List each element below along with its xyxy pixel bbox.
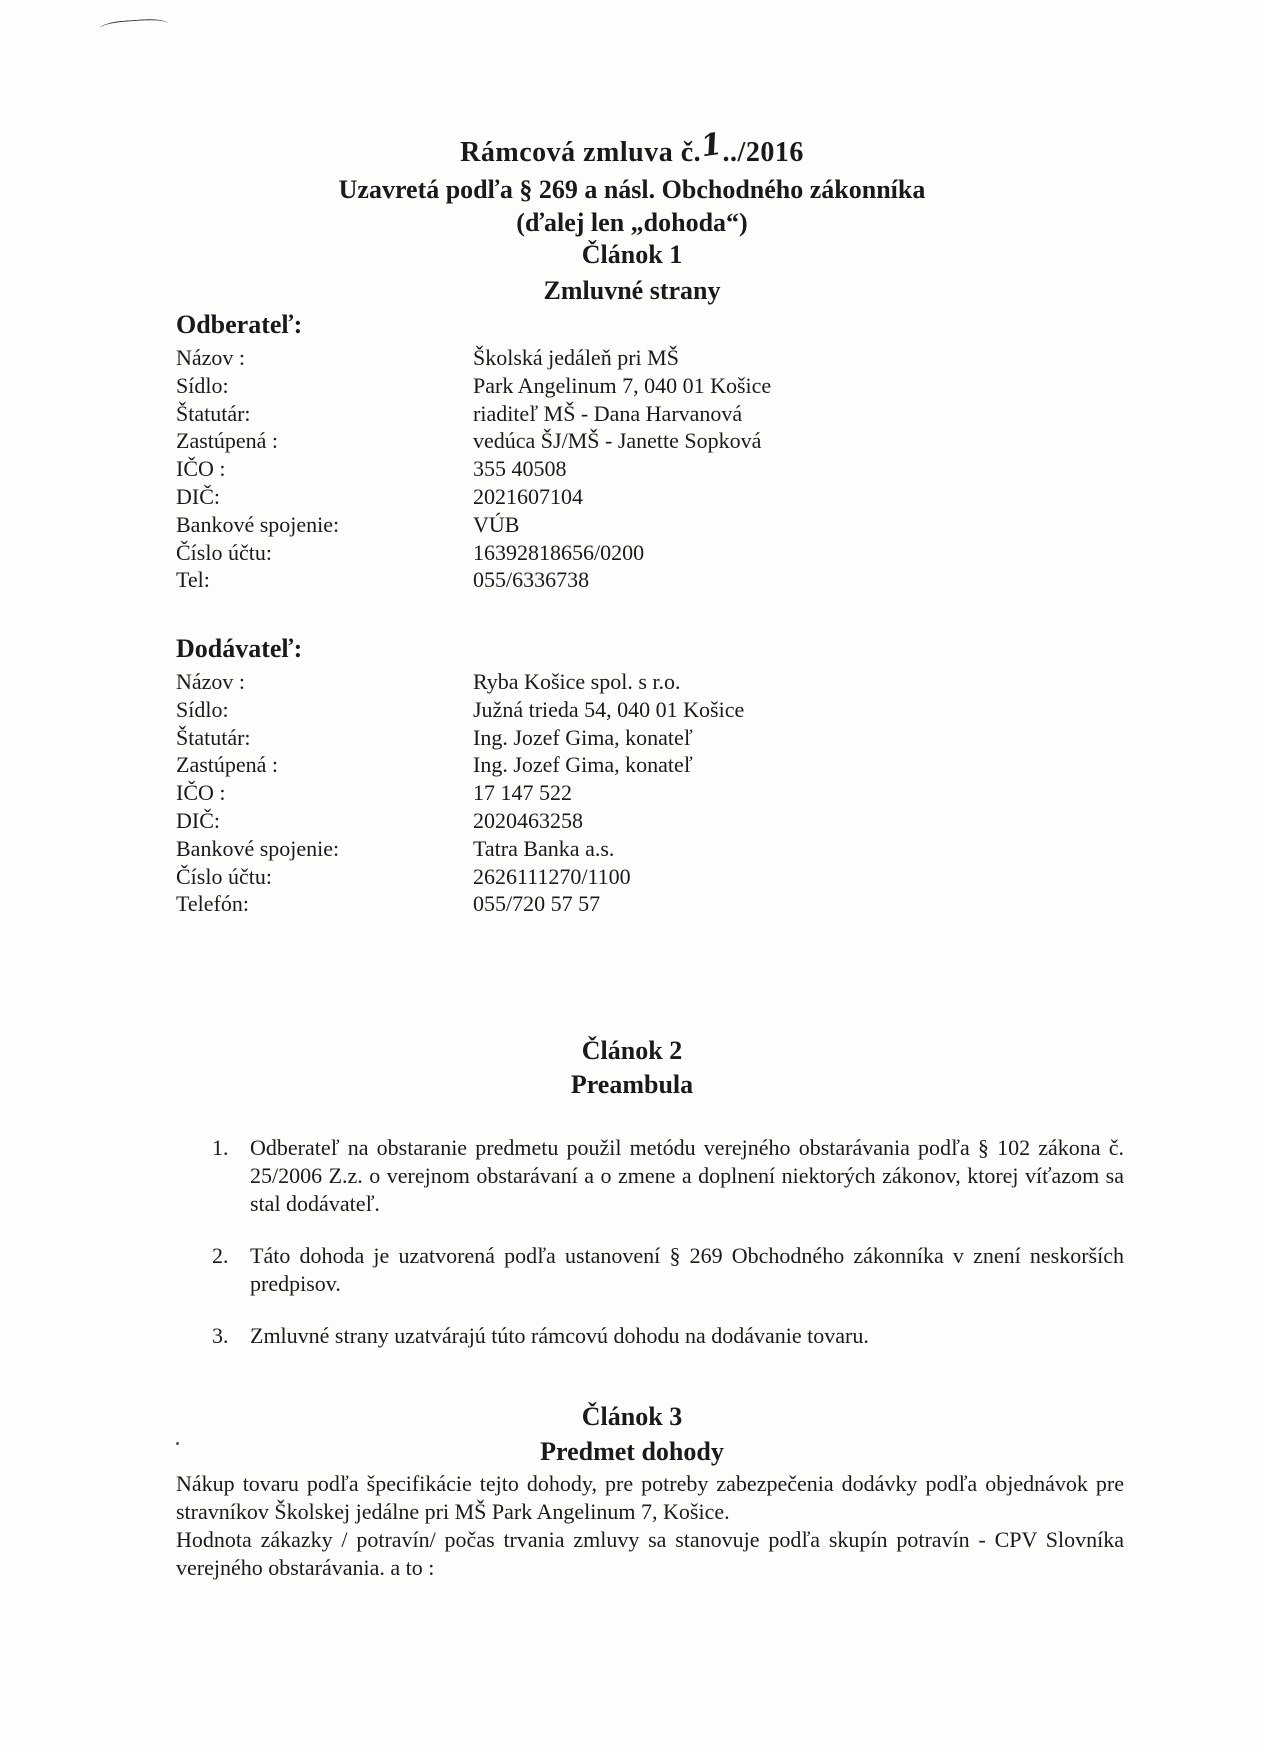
dodavatel-details (176, 668, 744, 918)
detail-value: Ing. Jozef Gima, konateľ (473, 752, 693, 778)
article1-heading: Článok 1 (581, 240, 683, 269)
detail-label: Sídlo: (176, 372, 229, 398)
list-item (212, 1322, 1124, 1350)
detail-label: IČO : (176, 780, 226, 806)
detail-value: 2020463258 (473, 807, 583, 833)
list-item (212, 1242, 1124, 1298)
detail-value: 17 147 522 (473, 780, 572, 806)
detail-value: Ing. Jozef Gima, konateľ (473, 724, 693, 750)
detail-row (176, 483, 771, 511)
detail-row (176, 427, 771, 455)
detail-label: DIČ: (176, 483, 220, 509)
article3-paragraph-2: Hodnota zákazky / potravín/ počas trvania zmluvy sa stanovuje podľa skupín potravín - CPV Slovníka verejného obstarávania. a to : (176, 1527, 1124, 1580)
detail-label: Zastúpená : (176, 428, 279, 454)
article2-title: Preambula (570, 1070, 694, 1099)
detail-row (176, 724, 744, 752)
detail-value: Školská jedáleň pri MŠ (473, 345, 679, 370)
detail-row (176, 668, 744, 696)
detail-value: Park Angelinum 7, 040 01 Košice (473, 372, 772, 398)
detail-row (176, 344, 771, 372)
detail-value: Južná trieda 54, 040 01 Košice (473, 696, 745, 722)
contract-alias: (ďalej len „dohoda“) (516, 208, 748, 237)
detail-label: Bankové spojenie: (176, 835, 340, 861)
detail-value: 2626111270/1100 (473, 863, 631, 889)
detail-label: IČO : (176, 456, 226, 482)
title-suffix: ../2016 (722, 137, 804, 168)
detail-row (176, 779, 744, 807)
odberatel-heading: Odberateľ: (176, 310, 303, 339)
detail-value: 2021607104 (473, 483, 583, 509)
contract-subtitle: Uzavretá podľa § 269 a násl. Obchodného zákonníka (338, 175, 926, 204)
detail-value: 055/6336738 (473, 567, 590, 593)
detail-row (176, 455, 771, 483)
list-text: Zmluvné strany uzatvárajú túto rámcovú dohodu na dodávanie tovaru. (250, 1323, 869, 1348)
detail-label: DIČ: (176, 807, 220, 833)
list-number: 3. (212, 1323, 229, 1348)
detail-label: Číslo účtu: (176, 539, 272, 565)
detail-row (176, 372, 771, 400)
detail-label: Názov : (176, 345, 246, 370)
scan-pen-mark (100, 18, 169, 38)
list-number: 2. (212, 1243, 229, 1268)
article2-heading: Článok 2 (581, 1036, 683, 1065)
detail-value: riaditeľ MŠ - Dana Harvanová (473, 400, 743, 426)
detail-row (176, 566, 771, 594)
list-item (212, 1134, 1124, 1218)
dodavatel-heading: Dodávateľ: (176, 634, 303, 663)
handwritten-number: 1 (698, 126, 725, 165)
detail-row (176, 696, 744, 724)
detail-value: 355 40508 (473, 456, 567, 482)
detail-label: Telefón: (176, 891, 249, 917)
detail-label: Číslo účtu: (176, 863, 272, 889)
detail-value: Tatra Banka a.s. (473, 835, 615, 861)
detail-value: 16392818656/0200 (473, 539, 645, 565)
detail-value: 055/720 57 57 (473, 891, 601, 917)
article3-paragraph-1: Nákup tovaru podľa špecifikácie tejto dohody, pre potreby zabezpečenia dodávky podľa objednávok pre stravníkov Školskej jedálne pri MŠ Park Angelinum 7, Košice. (176, 1471, 1124, 1524)
detail-row (176, 751, 744, 779)
detail-value: vedúca ŠJ/MŠ - Janette Sopková (473, 428, 762, 454)
detail-label: Názov : (176, 669, 246, 694)
detail-label: Tel: (176, 567, 210, 593)
detail-row (176, 835, 744, 863)
detail-row (176, 539, 771, 567)
detail-row (176, 511, 771, 539)
contract-title (0, 126, 1264, 169)
detail-value: VÚB (473, 511, 520, 537)
list-text: Táto dohoda je uzatvorená podľa ustanovení § 269 Obchodného zákonníka v znení neskorších predpisov. (250, 1243, 1124, 1296)
article3-heading: Článok 3 (581, 1402, 683, 1431)
detail-row (176, 400, 771, 428)
list-text: Odberateľ na obstaranie predmetu použil metódu verejného obstarávania podľa § 102 zákona č. 25/2006 Z.z. o verejnom obstarávaní a o zmene a doplnení niektorých zákonov, ktorej víťazom sa stal dodávateľ. (250, 1135, 1124, 1216)
article3-title: Predmet dohody (540, 1437, 724, 1466)
detail-label: Sídlo: (176, 696, 229, 722)
detail-row (176, 807, 744, 835)
scan-speck (176, 1442, 179, 1445)
odberatel-details (176, 344, 771, 594)
detail-label: Bankové spojenie: (176, 511, 340, 537)
detail-row (176, 863, 744, 891)
detail-label: Zastúpená : (176, 752, 279, 778)
detail-value: Ryba Košice spol. s r.o. (473, 669, 681, 694)
article1-title: Zmluvné strany (543, 276, 721, 305)
list-number: 1. (212, 1135, 229, 1160)
detail-label: Štatutár: (176, 400, 251, 426)
title-prefix: Rámcová zmluva č. (460, 137, 702, 168)
detail-label: Štatutár: (176, 724, 251, 750)
detail-row (176, 890, 744, 918)
preamble-list (212, 1134, 1124, 1374)
